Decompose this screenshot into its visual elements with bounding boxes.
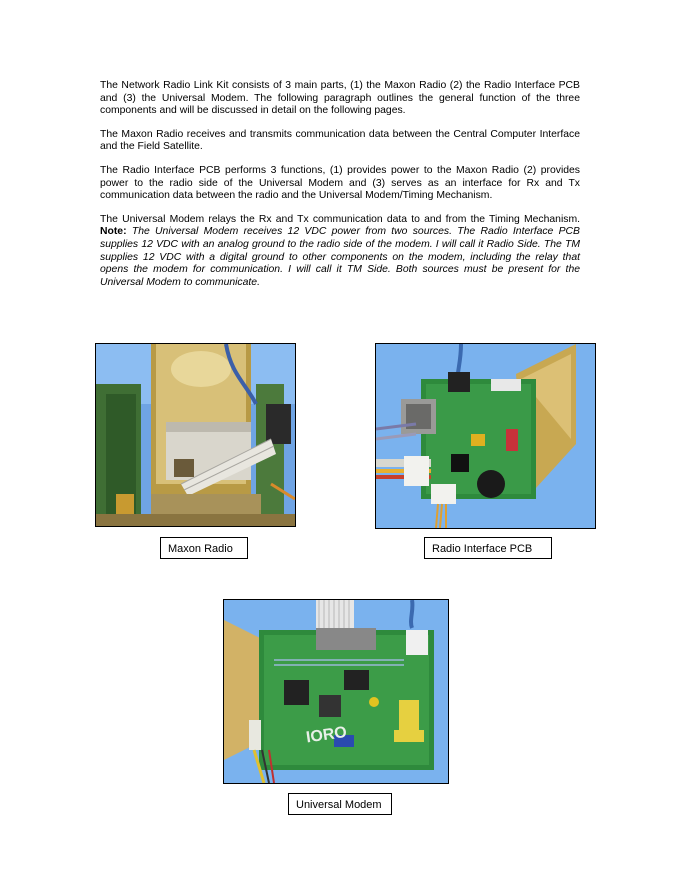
modem-lead-text: The Universal Modem relays the Rx and Tx communication data to and from the Timing Mechanism. (100, 213, 580, 225)
paragraph-radio-interface: The Radio Interface PCB performs 3 functions, (1) provides power to the Maxon Radio (2) provides power to the radio side of the Universal Modem and (3) serves as an interface for Rx and Tx communication data between the radio and the Universal Modem/Timing Mechanism. (100, 164, 580, 202)
maxon-radio-photo (95, 343, 296, 527)
modem-board-marking: IORO (305, 723, 348, 747)
radio-interface-pcb-photo (375, 343, 596, 529)
universal-modem-photo (223, 599, 449, 784)
paragraph-universal-modem (100, 214, 580, 290)
note-label: Note: (100, 226, 127, 238)
body-text (100, 80, 580, 300)
maxon-radio-caption: Maxon Radio (160, 537, 248, 559)
universal-modem-caption: Universal Modem (288, 793, 392, 815)
note-text: The Universal Modem receives 12 VDC power from two sources. The Radio Interface PCB supplies 12 VDC with an analog ground to the radio side of the modem. I will call it Radio Side. The TM supplies 12 VDC with a digital ground to other components on the modem, including the relay that opens the modem for communication. I will call it TM Side. Both sources must be present for the Universal Modem to communicate. (100, 226, 580, 288)
paragraph-maxon-radio: The Maxon Radio receives and transmits communication data between the Central Computer Interface and the Field Satellite. (100, 128, 580, 153)
radio-interface-pcb-caption: Radio Interface PCB (424, 537, 552, 559)
paragraph-overview: The Network Radio Link Kit consists of 3 main parts, (1) the Maxon Radio (2) the Radio Interface PCB and (3) the Universal Modem. The following paragraph outlines the general function of the three components and will be discussed in detail on the following pages. (100, 80, 580, 117)
